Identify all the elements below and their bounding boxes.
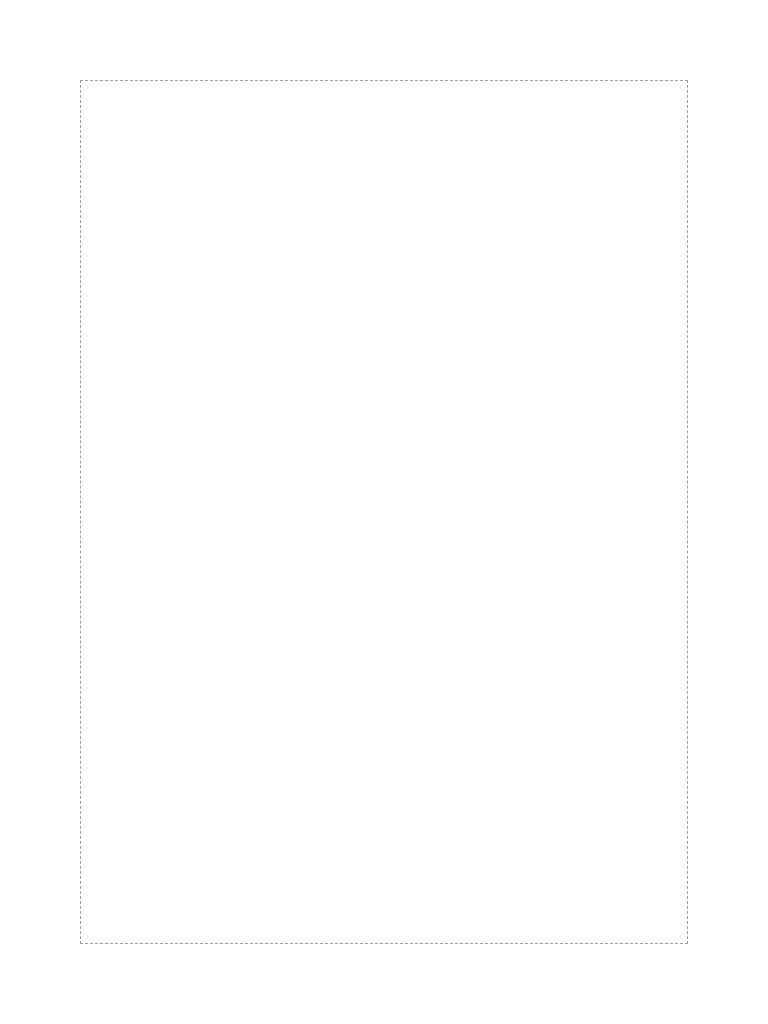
empty-page xyxy=(80,80,688,944)
